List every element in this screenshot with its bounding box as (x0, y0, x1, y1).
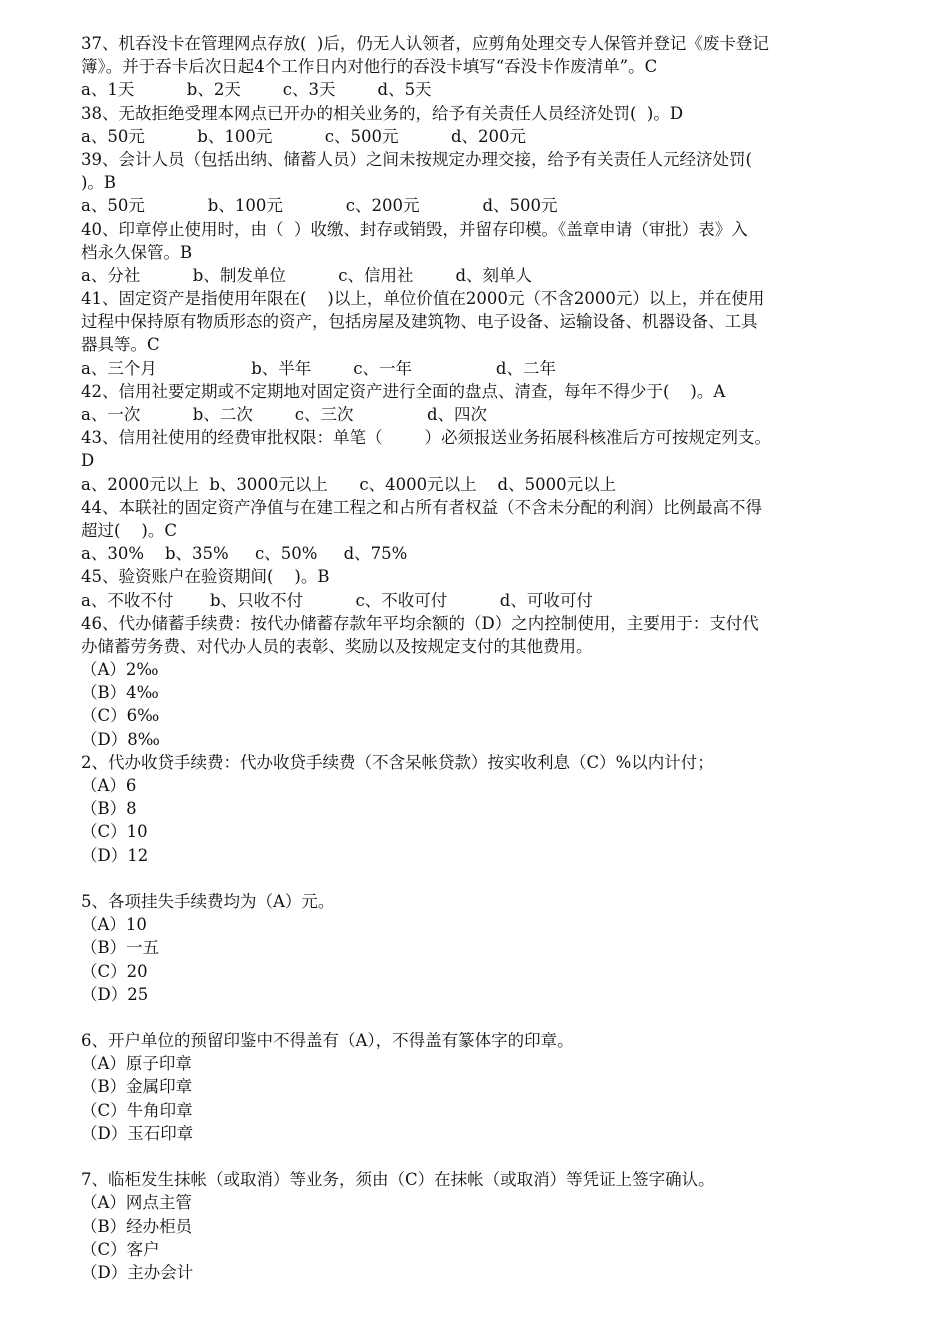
text-line: 41、固定资产是指使用年限在( )以上，单位价值在2000元（不含2000元）以上，并在使用 (81, 289, 765, 309)
text-line: a、2000元以上 b、3000元以上 c、4000元以上 d、5000元以上 (81, 474, 617, 494)
text-line: 簿》。并于吞卡后次日起4个工作日内对他行的吞没卡填写“吞没卡作废清单”。C (81, 57, 658, 77)
text-line: （B）8 (81, 799, 137, 819)
text-line: 办储蓄劳务费、对代办人员的表彰、奖励以及按规定支付的其他费用。 (81, 636, 593, 656)
text-line: 器具等。C (81, 335, 160, 355)
blank-line (81, 1006, 881, 1029)
text-line: （D）12 (81, 845, 149, 865)
text-line: （B）经办柜员 (81, 1216, 193, 1236)
text-line: a、分社 b、制发单位 c、信用社 d、刻单人 (81, 265, 533, 285)
text-line: 7、临柜发生抹帐（或取消）等业务，须由（C）在抹帐（或取消）等凭证上签字确认。 (81, 1170, 715, 1190)
text-line: （C）10 (81, 822, 148, 842)
text-line: D (81, 451, 95, 471)
text-line: a、不收不付 b、只收不付 c、不收可付 d、可收可付 (81, 590, 593, 610)
text-line: 2、代办收贷手续费：代办收贷手续费（不含呆帐贷款）按实收利息（C）%以内计付； (81, 752, 714, 772)
text-line: 44、本联社的固定资产净值与在建工程之和占所有者权益（不含未分配的利润）比例最高不得 (81, 497, 762, 517)
text-line: a、30% b、35% c、50% d、75% (81, 544, 408, 564)
text-line: （A）网点主管 (81, 1193, 192, 1213)
text-line: 42、信用社要定期或不定期地对固定资产进行全面的盘点、清查，每年不得少于( )。A (81, 381, 726, 401)
text-line: 5、各项挂失手续费均为（A）元。 (81, 891, 335, 911)
text-line: （C）20 (81, 961, 148, 981)
text-line: （B）一五 (81, 938, 160, 958)
text-line: 46、代办储蓄手续费：按代办储蓄存款年平均余额的（D）之内控制使用，主要用于：支付代 (81, 613, 759, 633)
text-line: （A）原子印章 (81, 1054, 192, 1074)
text-line: 37、机吞没卡在管理网点存放( )后，仍无人认领者，应剪角处理交专人保管并登记《废卡登记 (81, 34, 769, 53)
text-line: 40、印章停止使用时，由（ ）收缴、封存或销毁，并留存印模。《盖章申请（审批）表》入 (81, 219, 748, 239)
text-line: （B）金属印章 (81, 1077, 193, 1097)
text-line: 超过( )。C (81, 520, 177, 540)
text-line: 45、验资账户在验资期间( )。B (81, 567, 330, 587)
text-line: )。B (81, 173, 117, 193)
text-line: a、50元 b、100元 c、200元 d、500元 (81, 196, 558, 216)
text-line: 39、会计人员（包括出纳、储蓄人员）之间未按规定办理交接，给予有关责任人元经济处罚( (81, 149, 752, 169)
text-line: a、1天 b、2天 c、3天 d、5天 (81, 80, 432, 100)
text-line: （C）6‰ (81, 706, 160, 726)
text-line: （D）8‰ (81, 729, 160, 749)
text-line: 过程中保持原有物质形态的资产，包括房屋及建筑物、电子设备、运输设备、机器设备、工具 (81, 312, 758, 332)
text-line: （B）4‰ (81, 683, 159, 703)
text-line: a、三个月 b、半年 c、一年 d、二年 (81, 358, 556, 378)
text-line: （A）2‰ (81, 660, 159, 680)
text-line: 43、信用社使用的经费审批权限：单笔（ ）必须报送业务拓展科核准后方可按规定列支。 (81, 428, 771, 448)
text-line: （A）10 (81, 915, 147, 935)
text-line: （D）玉石印章 (81, 1123, 194, 1143)
text-line: （C）客户 (81, 1239, 160, 1259)
text-line: （A）6 (81, 776, 137, 795)
text-line: a、50元 b、100元 c、500元 d、200元 (81, 126, 527, 146)
text-line: a、一次 b、二次 c、三次 d、四次 (81, 405, 488, 424)
text-line: 档永久保管。B (81, 242, 193, 262)
text-line: （C）牛角印章 (81, 1100, 193, 1120)
blank-line (81, 1145, 881, 1168)
text-line: （D）25 (81, 984, 149, 1004)
text-line: 38、无故拒绝受理本网点已开办的相关业务的，给予有关责任人员经济处罚( )。D (81, 103, 684, 123)
document-body (81, 32, 881, 1284)
text-line: （D）主办会计 (81, 1262, 194, 1282)
text-line: 6、开户单位的预留印鉴中不得盖有（A），不得盖有篆体字的印章。 (81, 1031, 574, 1051)
blank-line (81, 867, 881, 890)
